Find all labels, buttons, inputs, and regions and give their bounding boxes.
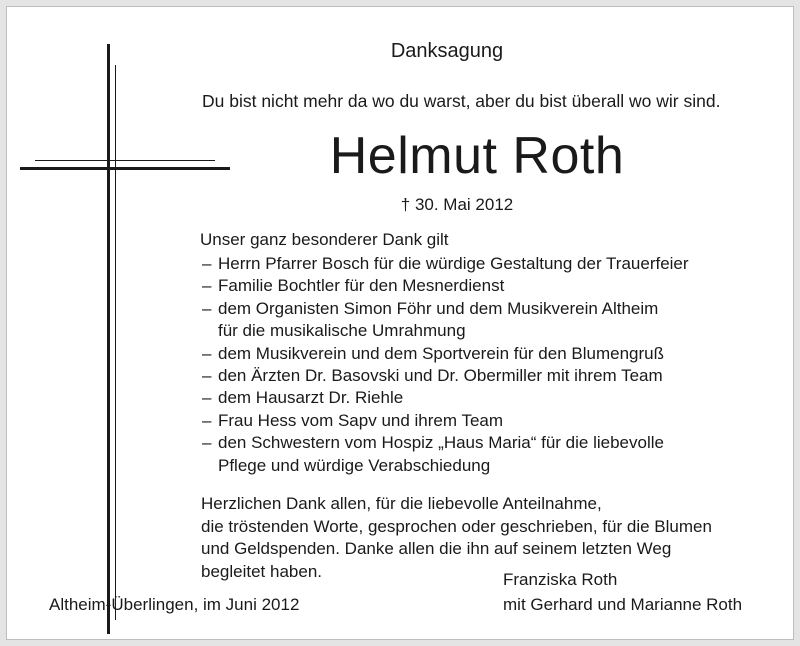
cross-crossbar bbox=[20, 167, 230, 170]
list-item-line: Familie Bochtler für den Mesnerdienst bbox=[218, 276, 505, 296]
list-item bbox=[202, 410, 762, 432]
list-item bbox=[202, 432, 762, 477]
list-item-line: Frau Hess vom Sapv und ihrem Team bbox=[218, 410, 504, 430]
thanks-line: Herzlichen Dank allen, für die liebevolle Anteilnahme, bbox=[201, 494, 602, 513]
list-dash: – bbox=[202, 276, 212, 296]
list-item-line: dem Hausarzt Dr. Riehle bbox=[218, 388, 404, 408]
thanks-paragraph bbox=[201, 493, 712, 583]
thanks-line: die tröstenden Worte, gesprochen oder geschrieben, für die Blumen bbox=[201, 516, 712, 536]
cross-icon bbox=[107, 44, 110, 634]
signature-name: Franziska Roth bbox=[503, 570, 618, 589]
motto: Du bist nicht mehr da wo du warst, aber du bist überall wo wir sind. bbox=[202, 91, 721, 111]
thanks-list bbox=[202, 253, 762, 477]
place-date: Altheim-Überlingen, im Juni 2012 bbox=[49, 595, 300, 614]
list-dash: – bbox=[202, 343, 212, 363]
thanks-intro: Unser ganz besonderer Dank gilt bbox=[200, 230, 449, 249]
cross-vertical-thin-line bbox=[115, 65, 116, 620]
list-item bbox=[202, 253, 762, 275]
list-item-line: den Schwestern vom Hospiz „Haus Maria“ für die liebevolle bbox=[218, 433, 664, 453]
list-item-line: den Ärzten Dr. Basovski und Dr. Obermiller mit ihrem Team bbox=[218, 366, 663, 386]
list-dash: – bbox=[202, 433, 212, 453]
cross-crossbar-thin-line bbox=[35, 160, 215, 161]
signature-family: mit Gerhard und Marianne Roth bbox=[503, 595, 743, 614]
list-item-line: dem Musikverein und dem Sportverein für den Blumengruß bbox=[218, 343, 664, 363]
death-date: † 30. Mai 2012 bbox=[400, 195, 514, 214]
list-item bbox=[202, 343, 762, 365]
list-dash: – bbox=[202, 388, 212, 408]
list-dash: – bbox=[202, 254, 212, 273]
deceased-name: Helmut Roth bbox=[329, 127, 625, 185]
list-item bbox=[202, 387, 762, 409]
list-item-line: dem Organisten Simon Föhr und dem Musikverein Altheim bbox=[218, 298, 659, 318]
thanks-line: und Geldspenden. Danke allen die ihn auf seinem letzten Weg bbox=[201, 539, 672, 558]
list-dash: – bbox=[202, 410, 212, 430]
notice-title: Danksagung bbox=[390, 40, 504, 62]
list-dash: – bbox=[202, 366, 212, 386]
list-item bbox=[202, 298, 762, 343]
list-item-line: Pflege und würdige Verabschiedung bbox=[218, 455, 491, 475]
list-item bbox=[202, 275, 762, 297]
list-dash: – bbox=[202, 298, 212, 318]
thanks-line: begleitet haben. bbox=[201, 561, 322, 581]
list-item bbox=[202, 365, 762, 387]
obituary-card bbox=[6, 6, 794, 640]
list-item-line: Herrn Pfarrer Bosch für die würdige Gestaltung der Trauerfeier bbox=[218, 254, 689, 273]
list-item-line: für die musikalische Umrahmung bbox=[218, 321, 466, 341]
